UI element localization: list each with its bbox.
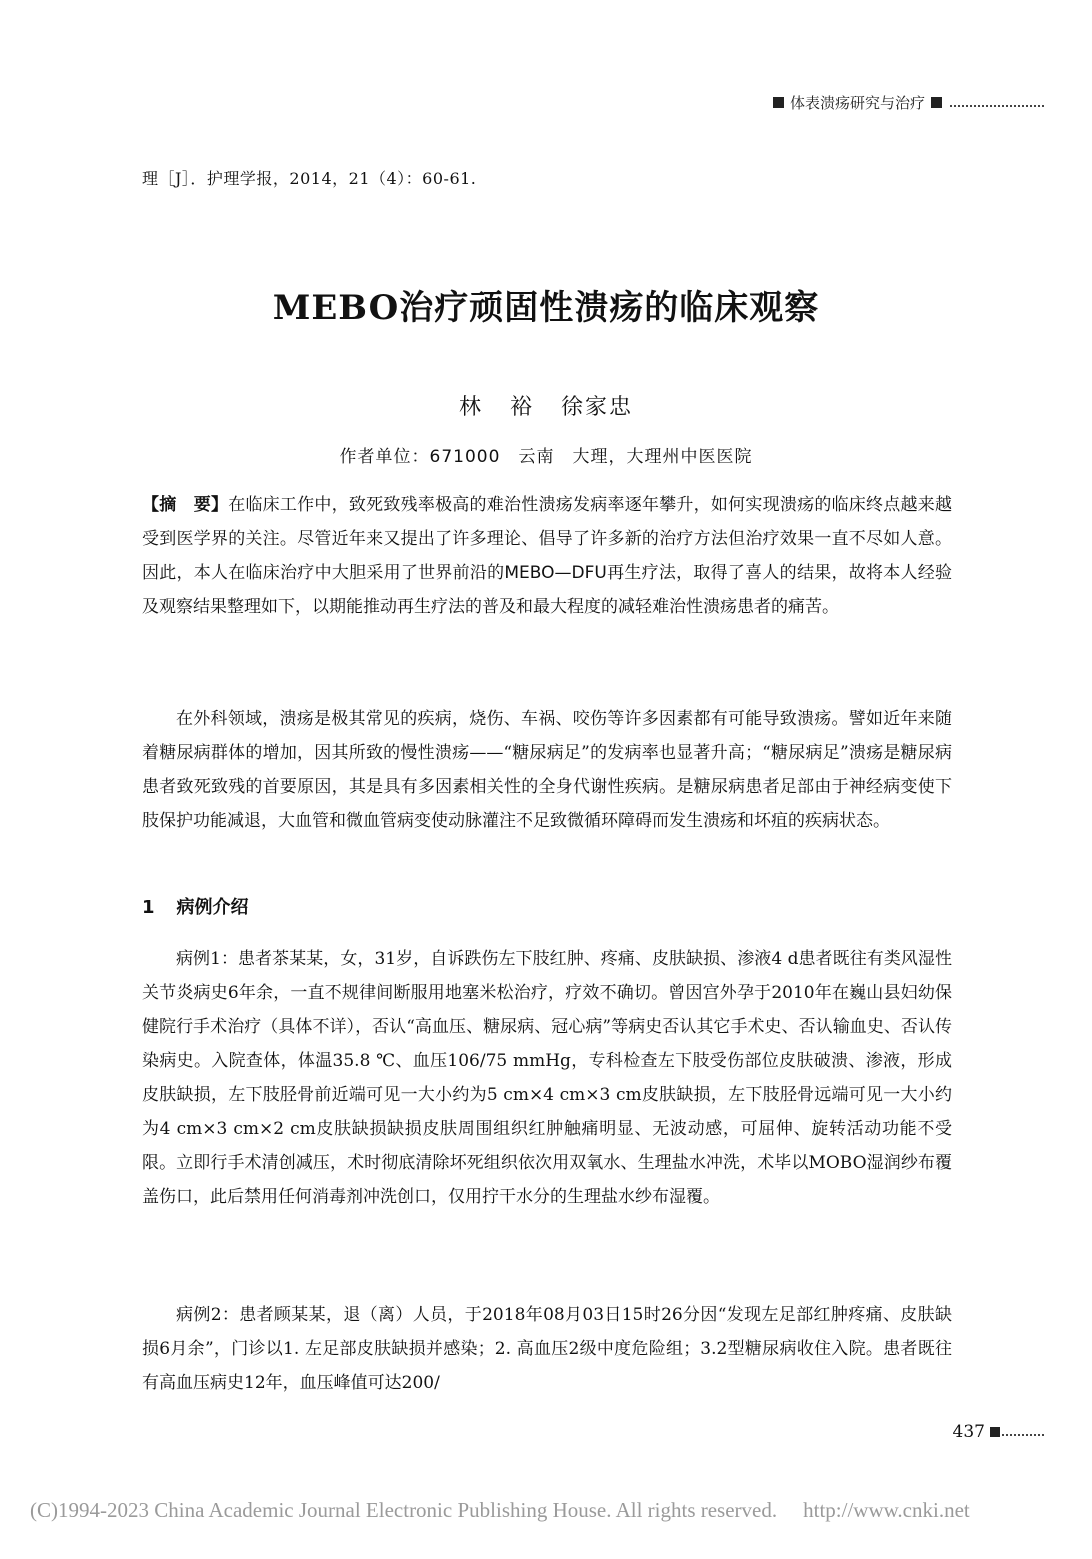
header-section-name: 体表溃疡研究与治疗 [789, 94, 925, 112]
square-bullet-icon [931, 97, 942, 108]
dotted-leader [950, 105, 1044, 107]
reference-continuation: 理［J］．护理学报，2014，21（4）：60-61. [142, 169, 477, 188]
page-number [953, 1422, 1044, 1442]
case-1-paragraph: 病例1：患者茶某某，女，31岁，自诉跌伤左下肢红肿、疼痛、皮肤缺损、渗液4 d患者既往有类风湿性关节炎病史6年余，一直不规律间断服用地塞米松治疗，疗效不确切。曾因宫外孕于2010年在巍山县妇幼保健院行手术治疗（具体不详），否认“高血压、糖尿病、冠心病”等病史否认其它手术史、否认输血史、否认传染病史。入院查体，体温35.8 ℃、血压106/75 mmHg，专科检查左下肢受伤部位皮肤破溃、渗液，形成皮肤缺损，左下肢胫骨前近端可见一大小约为5 cm×4 cm×3 cm皮肤缺损，左下肢胫骨远端可见一大小约为4 cm×3 cm×2 cm皮肤缺损缺损皮肤周围组织红肿触痛明显、无波动感，可屈伸、旋转活动功能不受限。立即行手术清创减压，术时彻底清除坏死组织依次用双氧水、生理盐水冲洗，术毕以MOBO湿润纱布覆盖伤口，此后禁用任何消毒剂冲洗创口，仅用拧干水分的生理盐水纱布湿覆。 [142, 949, 952, 1207]
article-authors: 林 裕 徐家忠 [459, 395, 633, 420]
square-bullet-icon [990, 1427, 1000, 1437]
section-heading [142, 893, 249, 919]
abstract-text: 在临床工作中，致死致残率极高的难治性溃疡发病率逐年攀升，如何实现溃疡的临床终点越来越受到医学界的关注。尽管近年来又提出了许多理论、倡导了许多新的治疗方法但治疗效果一直不尽如人意。因此，本人在临床治疗中大胆采用了世界前沿的MEBO—DFU再生疗法，取得了喜人的结果，故将本人经验及观察结果整理如下，以期能推动再生疗法的普及和最大程度的减轻难治性溃疡患者的痛苦。 [142, 495, 953, 617]
article-title: MEBO治疗顽固性溃疡的临床观察 [272, 288, 820, 328]
section-number: 1 [142, 897, 155, 918]
page-number-text: 437 [952, 1422, 985, 1442]
dotted-leader [1002, 1434, 1044, 1436]
intro-paragraph: 在外科领域，溃疡是极其常见的疾病，烧伤、车祸、咬伤等许多因素都有可能导致溃疡。譬如近年来随着糖尿病群体的增加，因其所致的慢性溃疡——“糖尿病足”的发病率也显著升高；“糖尿病足”溃疡是糖尿病患者致死致残的首要原因，其是具有多因素相关性的全身代谢性疾病。是糖尿病患者足部由于神经病变使下肢保护功能减退，大血管和微血管病变使动脉灌注不足致微循环障碍而发生溃疡和坏疽的疾病状态。 [142, 709, 952, 831]
copyright-notice: (C)1994-2023 China Academic Journal Electronic Publishing House. All rights reserved. [30, 1498, 778, 1522]
copyright-url: http://www.cnki.net [803, 1498, 970, 1522]
abstract-label: 【摘 要】 [142, 495, 229, 515]
running-header [767, 92, 1044, 113]
author-affiliation: 作者单位：671000 云南 大理，大理州中医医院 [339, 447, 753, 467]
square-bullet-icon [773, 97, 784, 108]
copyright-footer [30, 1498, 970, 1523]
abstract [142, 488, 952, 624]
section-title: 病例介绍 [176, 897, 249, 918]
case-2-paragraph: 病例2：患者顾某某，退（离）人员，于2018年08月03日15时26分因“发现左足部红肿疼痛、皮肤缺损6月余”，门诊以1. 左足部皮肤缺损并感染；2. 高血压2级中度危险组；3.2型糖尿病收住入院。患者既往有高血压病史12年，血压峰值可达200/ [142, 1305, 952, 1393]
